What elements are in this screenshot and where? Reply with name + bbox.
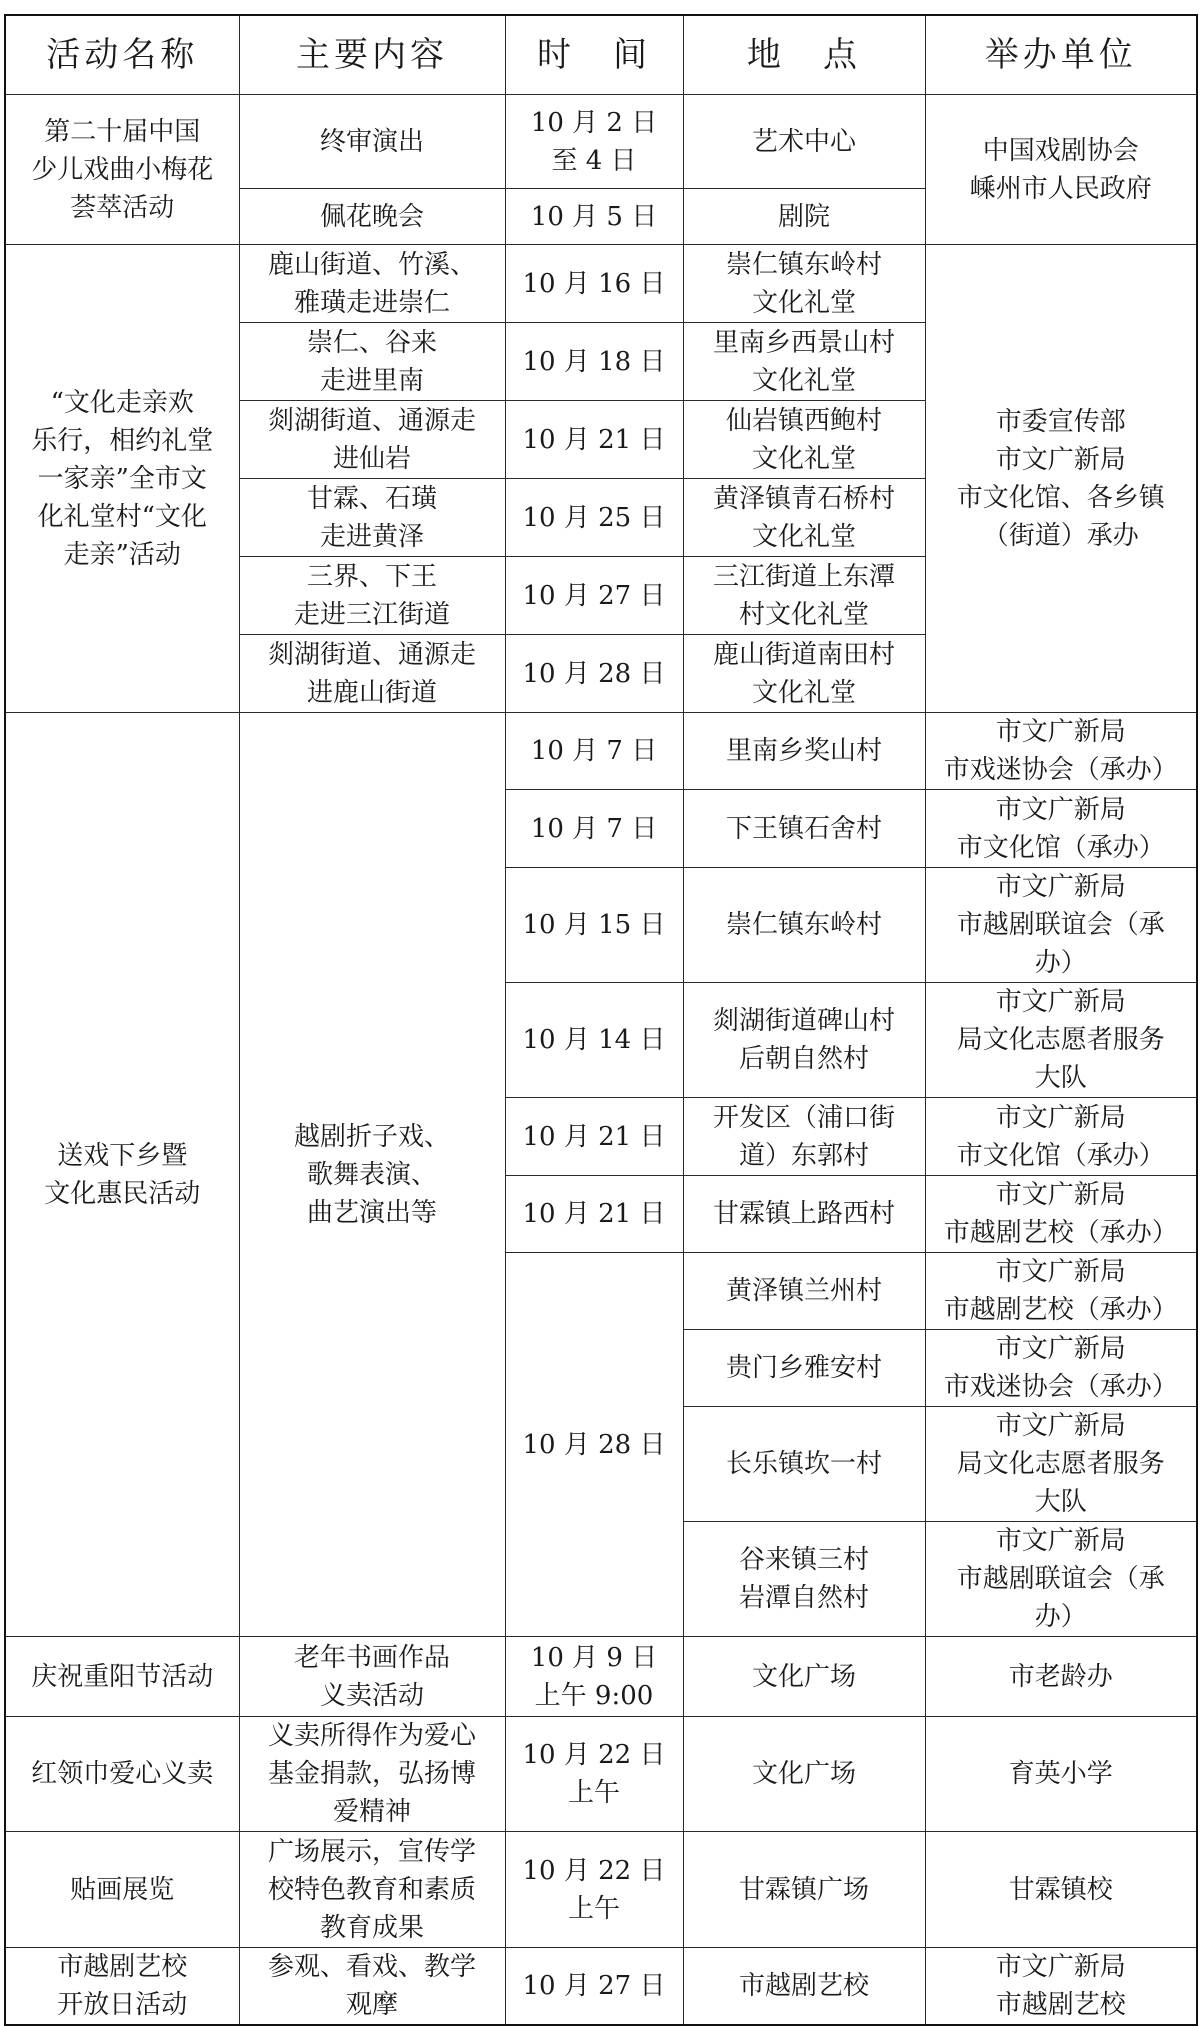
header-time: 时 间 [505, 15, 683, 95]
place-cell: 崇仁镇东岭村 文化礼堂 [683, 245, 925, 323]
organizer-cell: 市文广新局 市文化馆（承办） [925, 790, 1197, 868]
time-cell: 10 月 21 日 [505, 1098, 683, 1176]
time-cell: 10 月 21 日 [505, 401, 683, 479]
organizer-cell: 市委宣传部 市文广新局 市文化馆、各乡镇 （街道）承办 [925, 245, 1197, 713]
content-cell: 越剧折子戏、 歌舞表演、 曲艺演出等 [239, 713, 505, 1637]
organizer-cell: 市老龄办 [925, 1637, 1197, 1717]
content-cell: 参观、看戏、教学 观摩 [239, 1948, 505, 2026]
time-cell: 10 月 22 日 上午 [505, 1832, 683, 1948]
organizer-cell: 市文广新局 局文化志愿者服务 大队 [925, 983, 1197, 1098]
content-cell: 剡湖街道、通源走 进鹿山街道 [239, 635, 505, 713]
organizer-cell: 市文广新局 市文化馆（承办） [925, 1098, 1197, 1176]
organizer-cell: 市文广新局 市戏迷协会（承办） [925, 713, 1197, 790]
header-organizer: 举办单位 [925, 15, 1197, 95]
place-cell: 里南乡奖山村 [683, 713, 925, 790]
table-row [5, 1717, 1197, 1832]
place-cell: 甘霖镇广场 [683, 1832, 925, 1948]
place-cell: 谷来镇三村 岩潭自然村 [683, 1522, 925, 1637]
table-row [5, 1948, 1197, 2026]
table-row [5, 1637, 1197, 1717]
content-cell: 广场展示，宣传学 校特色教育和素质 教育成果 [239, 1832, 505, 1948]
activity-name-cell: “文化走亲欢 乐行，相约礼堂 一家亲”全市文 化礼堂村“文化 走亲”活动 [5, 245, 239, 713]
table-row [5, 245, 1197, 323]
header-row [5, 15, 1197, 95]
place-cell: 仙岩镇西鲍村 文化礼堂 [683, 401, 925, 479]
activity-name-cell: 第二十届中国 少儿戏曲小梅花 荟萃活动 [5, 95, 239, 245]
time-cell: 10 月 16 日 [505, 245, 683, 323]
content-cell: 佩花晚会 [239, 189, 505, 245]
time-cell: 10 月 28 日 [505, 635, 683, 713]
table-row [5, 95, 1197, 189]
place-cell: 甘霖镇上路西村 [683, 1176, 925, 1253]
activity-schedule-table [4, 14, 1198, 2026]
table-row [5, 713, 1197, 790]
time-cell: 10 月 7 日 [505, 713, 683, 790]
header-main-content: 主要内容 [239, 15, 505, 95]
time-cell: 10 月 25 日 [505, 479, 683, 557]
time-cell: 10 月 7 日 [505, 790, 683, 868]
organizer-cell: 市文广新局 市越剧联谊会（承 办） [925, 868, 1197, 983]
activity-name-cell: 贴画展览 [5, 1832, 239, 1948]
place-cell: 鹿山街道南田村 文化礼堂 [683, 635, 925, 713]
time-cell: 10 月 15 日 [505, 868, 683, 983]
organizer-cell: 市文广新局 市越剧艺校（承办） [925, 1176, 1197, 1253]
place-cell: 下王镇石舍村 [683, 790, 925, 868]
content-cell: 剡湖街道、通源走 进仙岩 [239, 401, 505, 479]
place-cell: 黄泽镇兰州村 [683, 1253, 925, 1330]
header-activity-name: 活动名称 [5, 15, 239, 95]
activity-name-cell: 红领巾爱心义卖 [5, 1717, 239, 1832]
place-cell: 里南乡西景山村 文化礼堂 [683, 323, 925, 401]
content-cell: 鹿山街道、竹溪、 雅璜走进崇仁 [239, 245, 505, 323]
activity-name-cell: 送戏下乡暨 文化惠民活动 [5, 713, 239, 1637]
organizer-cell: 市文广新局 局文化志愿者服务 大队 [925, 1407, 1197, 1522]
organizer-cell: 中国戏剧协会 嵊州市人民政府 [925, 95, 1197, 245]
time-cell: 10 月 14 日 [505, 983, 683, 1098]
place-cell: 市越剧艺校 [683, 1948, 925, 2026]
place-cell: 剧院 [683, 189, 925, 245]
content-cell: 崇仁、谷来 走进里南 [239, 323, 505, 401]
time-cell: 10 月 28 日 [505, 1253, 683, 1637]
header-place: 地 点 [683, 15, 925, 95]
place-cell: 贵门乡雅安村 [683, 1330, 925, 1407]
time-cell: 10 月 9 日 上午 9:00 [505, 1637, 683, 1717]
table-row [5, 1832, 1197, 1948]
time-cell: 10 月 18 日 [505, 323, 683, 401]
content-cell: 甘霖、石璜 走进黄泽 [239, 479, 505, 557]
content-cell: 终审演出 [239, 95, 505, 189]
time-cell: 10 月 27 日 [505, 557, 683, 635]
time-cell: 10 月 21 日 [505, 1176, 683, 1253]
time-cell: 10 月 22 日 上午 [505, 1717, 683, 1832]
place-cell: 文化广场 [683, 1637, 925, 1717]
place-cell: 文化广场 [683, 1717, 925, 1832]
activity-name-cell: 庆祝重阳节活动 [5, 1637, 239, 1717]
place-cell: 长乐镇坎一村 [683, 1407, 925, 1522]
content-cell: 义卖所得作为爱心 基金捐款，弘扬博 爱精神 [239, 1717, 505, 1832]
organizer-cell: 市文广新局 市戏迷协会（承办） [925, 1330, 1197, 1407]
content-cell: 三界、下王 走进三江街道 [239, 557, 505, 635]
place-cell: 黄泽镇青石桥村 文化礼堂 [683, 479, 925, 557]
place-cell: 崇仁镇东岭村 [683, 868, 925, 983]
activity-name-cell: 市越剧艺校 开放日活动 [5, 1948, 239, 2026]
time-cell: 10 月 2 日 至 4 日 [505, 95, 683, 189]
place-cell: 三江街道上东潭 村文化礼堂 [683, 557, 925, 635]
content-cell: 老年书画作品 义卖活动 [239, 1637, 505, 1717]
organizer-cell: 甘霖镇校 [925, 1832, 1197, 1948]
place-cell: 剡湖街道碑山村 后朝自然村 [683, 983, 925, 1098]
organizer-cell: 市文广新局 市越剧艺校（承办） [925, 1253, 1197, 1330]
time-cell: 10 月 5 日 [505, 189, 683, 245]
place-cell: 开发区（浦口街 道）东郭村 [683, 1098, 925, 1176]
organizer-cell: 市文广新局 市越剧联谊会（承 办） [925, 1522, 1197, 1637]
organizer-cell: 市文广新局 市越剧艺校 [925, 1948, 1197, 2026]
organizer-cell: 育英小学 [925, 1717, 1197, 1832]
time-cell: 10 月 27 日 [505, 1948, 683, 2026]
place-cell: 艺术中心 [683, 95, 925, 189]
